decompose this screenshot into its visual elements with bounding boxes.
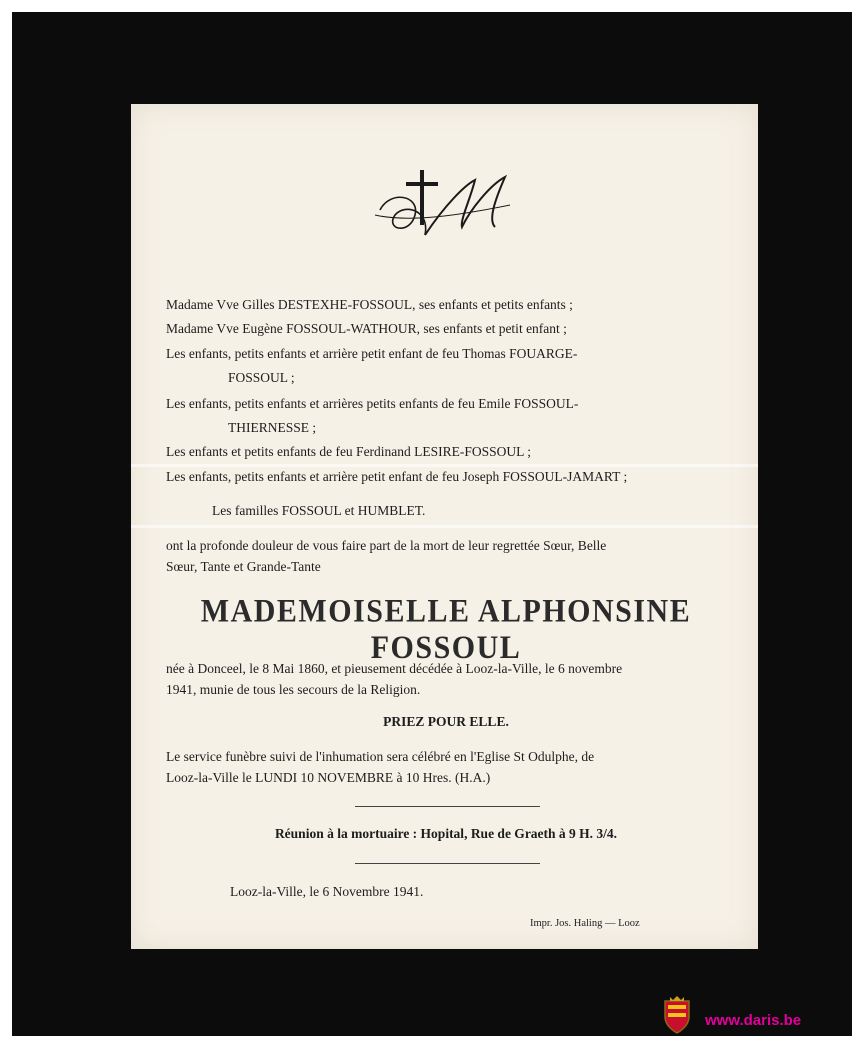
- family-line: FOSSOUL ;: [228, 370, 295, 385]
- family-line: Les enfants, petits enfants et arrière petit enfant de feu Thomas FOUARGE-: [166, 346, 578, 361]
- family-line: Les familles FOSSOUL et HUMBLET.: [212, 503, 426, 518]
- divider: [355, 806, 540, 807]
- family-line: Madame Vve Eugène FOSSOUL-WATHOUR, ses enfants et petit enfant ;: [166, 321, 567, 336]
- watermark-site: www.daris.be: [705, 1012, 802, 1029]
- prayer-heading: PRIEZ POUR ELLE.: [383, 714, 509, 729]
- family-line: Madame Vve Gilles DESTEXHE-FOSSOUL, ses enfants et petits enfants ;: [166, 297, 573, 312]
- meeting-line: Réunion à la mortuaire : Hopital, Rue de Graeth à 9 H. 3/4.: [274, 826, 618, 841]
- paper-fold-crease: [131, 525, 758, 528]
- family-line: Les enfants, petits enfants et arrières petits enfants de feu Emile FOSSOUL-: [166, 396, 579, 411]
- place-date: Looz-la-Ville, le 6 Novembre 1941.: [230, 884, 424, 899]
- divider: [355, 863, 540, 864]
- paper-fold-crease: [131, 464, 758, 467]
- family-line: Les enfants et petits enfants de feu Ferdinand LESIRE-FOSSOUL ;: [166, 444, 532, 459]
- deceased-name: MADEMOISELLE ALPHONSINE FOSSOUL: [200, 593, 692, 666]
- family-line: Les enfants, petits enfants et arrière petit enfant de feu Joseph FOSSOUL-JAMART ;: [166, 469, 628, 484]
- service-line: Looz-la-Ville le LUNDI 10 NOVEMBRE à 10 Hres. (H.A.): [166, 770, 491, 785]
- printer-credit: Impr. Jos. Haling — Looz: [530, 918, 640, 929]
- birth-death-line: 1941, munie de tous les secours de la Religion.: [166, 682, 421, 697]
- announcement-line: Sœur, Tante et Grande-Tante: [166, 559, 321, 574]
- birth-death-line: née à Donceel, le 8 Mai 1860, et pieusement décédée à Looz-la-Ville, le 6 novembre: [166, 661, 623, 676]
- service-line: Le service funèbre suivi de l'inhumation sera célébré en l'Eglise St Odulphe, de: [166, 749, 595, 764]
- family-line: THIERNESSE ;: [228, 420, 317, 435]
- coat-of-arms-icon: [662, 995, 692, 1035]
- announcement-line: ont la profonde douleur de vous faire part de la mort de leur regrettée Sœur, Belle: [166, 538, 607, 553]
- cross-monogram-icon: [370, 165, 520, 255]
